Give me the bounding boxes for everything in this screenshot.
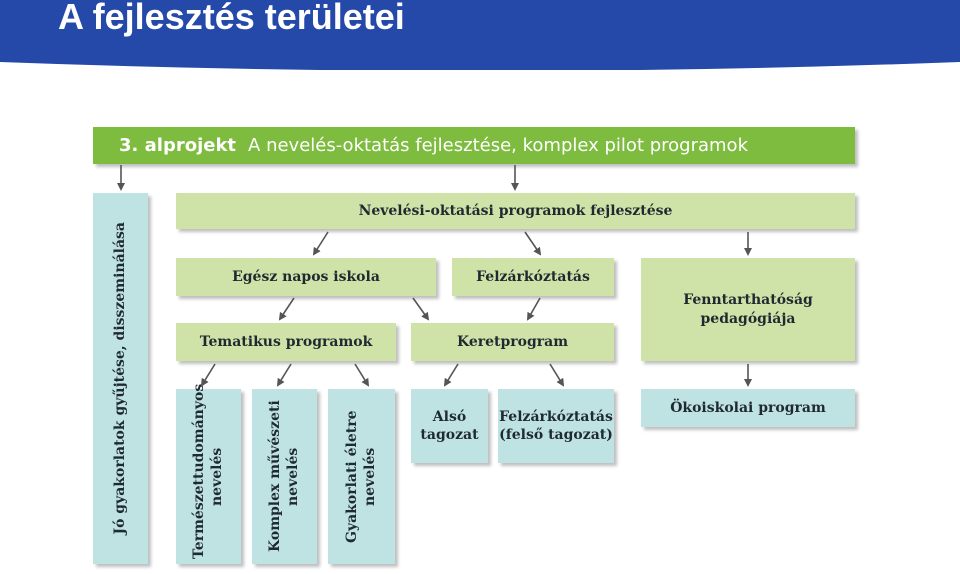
arrow [445,364,458,385]
thematic-programs-label: Tematikus programok [199,333,373,350]
arrow [314,232,328,254]
full-day-school-label: Egész napos iskola [232,268,380,285]
arrow [278,364,291,385]
subproject-prefix: 3. alprojekt [119,135,237,156]
subproject-text: A nevelés-oktatás fejlesztése, komplex pilot programok [248,135,748,156]
arrow [413,298,428,319]
science-education-label: Természettudományos nevelés [191,383,226,559]
programs-development-label: Nevelési-oktatási programok fejlesztése [358,203,673,219]
good-practices-label: Jó gyakorlatok gyűjtése, disszeminálása [111,222,128,535]
arrow [550,364,563,385]
framework-program-label: Keretprogram [456,333,569,350]
eco-school-label: Ökoiskolai program [670,399,826,416]
arrow [202,364,215,385]
slide-title: A fejlesztés területei [58,0,405,37]
upper-catch-up-label: Felzárkóztatás (felső tagozat) [499,408,613,443]
arts-education-label: Komplex művészeti nevelés [267,400,302,553]
lower-grades-label: Alsó tagozat [420,408,479,443]
arrow [280,298,294,319]
sustainability-label: Fenntarthatóság pedagógiája [683,292,813,327]
arrow [525,232,540,254]
arrow [355,364,368,385]
practical-life-label: Gyakorlati életre nevelés [344,410,379,543]
catch-up-label: Felzárkóztatás [476,268,590,285]
arrow [528,298,540,319]
